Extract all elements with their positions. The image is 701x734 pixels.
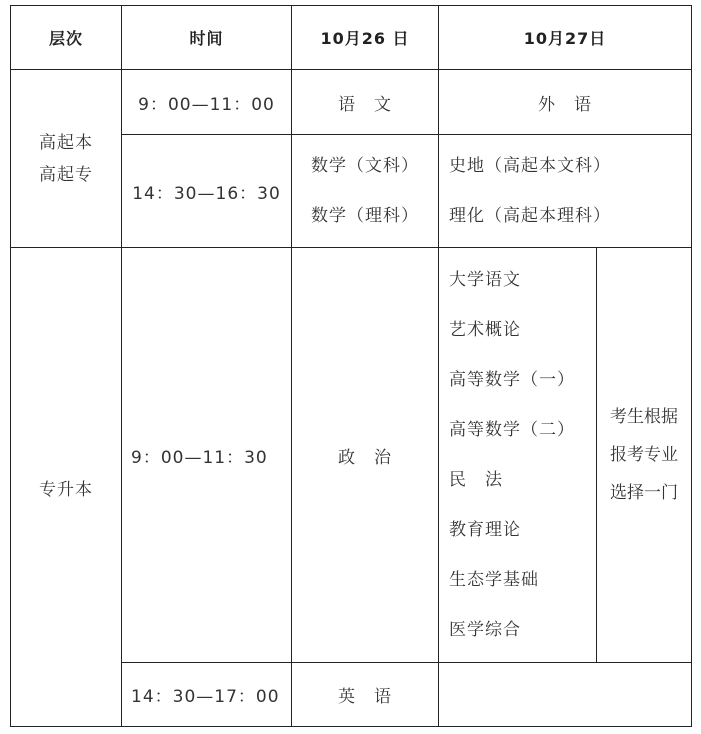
time-cell: 14：30—17：00 [131, 687, 280, 707]
header-day1: 10月26 日 [320, 29, 410, 48]
list-item: 生态学基础 [449, 570, 539, 590]
level-cell-zhuanshengben: 专升本 [39, 479, 93, 500]
list-item: 大学语文 [449, 270, 521, 290]
header-day2: 10月27日 [523, 29, 607, 48]
level-line: 高起本 [39, 132, 93, 153]
list-item: 医学综合 [449, 620, 521, 640]
subject-cell: 外 语 [538, 94, 592, 115]
level-cell-gaoqi [11, 70, 121, 247]
subject-line: 理化（高起本理科） [449, 206, 611, 226]
list-item: 教育理论 [449, 520, 521, 540]
list-item: 艺术概论 [449, 320, 521, 340]
header-time: 时间 [189, 29, 224, 48]
header-level: 层次 [48, 29, 83, 48]
list-item: 高等数学（一） [449, 370, 575, 390]
table-border-bottom [10, 726, 692, 727]
empty-cell [439, 663, 691, 726]
exam-schedule-table [10, 5, 692, 727]
note-line: 选择一门 [610, 483, 678, 503]
subject-cell: 英 语 [338, 687, 392, 707]
subject-line: 数学（文科） [311, 156, 419, 176]
subject-cell [292, 135, 438, 247]
elective-note [597, 248, 691, 662]
time-cell: 9：00—11：00 [138, 94, 275, 115]
subject-cell: 政 治 [338, 447, 392, 468]
subject-cell [449, 135, 691, 247]
subject-line: 史地（高起本文科） [449, 156, 611, 176]
list-item: 民 法 [449, 470, 503, 490]
table-border-right [691, 5, 692, 727]
subject-cell: 语 文 [338, 94, 392, 115]
time-cell: 9：00—11：30 [131, 447, 268, 468]
time-cell: 14：30—16：30 [132, 183, 281, 204]
list-item: 高等数学（二） [449, 420, 575, 440]
note-line: 考生根据 [610, 407, 678, 427]
level-line: 高起专 [39, 164, 93, 185]
subject-line: 数学（理科） [311, 206, 419, 226]
note-line: 报考专业 [610, 445, 678, 465]
subject-list [449, 248, 596, 662]
